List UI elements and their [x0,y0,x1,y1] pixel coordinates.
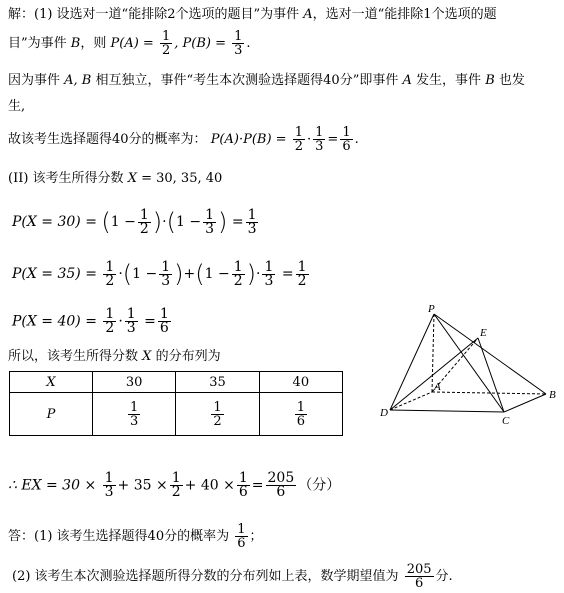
dist-lead [8,348,221,366]
intro-line-2: 目”为事件 B，则 P(A) = $\frac{1}{2}$ , P(B) = $\frac{1}{3}$ . [8,29,251,58]
eq-x35-frac-e: $\frac{1}{3}$ [264,258,274,289]
ex-frac-3: $\frac{1}{6}$ [238,470,248,500]
part2-var: X [127,171,137,186]
prob40-lead: 故该考生选择题得40分的概率为： [8,132,207,147]
label-e: E [480,327,487,339]
eq-x40-frac-1: $\frac{1}{2}$ [105,306,115,336]
dist-lead-text-2: 的分布列为 [155,349,221,364]
eq-x30-result: $\frac{1}{3}$ [247,206,257,237]
indep-text-3: 发生，事件 [416,73,482,88]
label-b: B [549,389,556,401]
table-cell-prob: $\frac{1}{6}$ [259,393,342,436]
answer-2: (2) 该考生本次测验选择题所得分数的分布列如上表，数学期望值为 $\frac{205}{6}$ 分. [12,562,453,591]
eq-x35-frac-c: $\frac{1}{2}$ [233,258,243,289]
eq-x35: P(X = 35) = $\frac{1}{2}$ ·(1 − $\frac{1}{3}$ )+(1 − $\frac{1}{2}$ )· $\frac{1}{3}$ = $\frac{1}{2}$ [12,258,307,289]
answer-2-text: (2) 该考生本次测验选择题所得分数的分布列如上表，数学期望值为 [12,569,399,584]
label-d: D [380,407,388,419]
dist-lead-var: X [142,349,152,364]
prob-a-frac: $\frac{1}{2}$ [161,29,171,58]
part2-line [8,170,222,188]
ex-frac-2: $\frac{1}{2}$ [171,470,181,500]
label-c: C [502,415,510,427]
answer-1-text: 答：(1) 该考生选择题得40分的概率为 [8,529,230,544]
intro-text-3: 目”为事件 [8,36,67,51]
distribution-table [9,371,343,436]
eq-x30: P(X = 30) = (1 − $\frac{1}{2}$ )·(1 − $\frac{1}{3}$ ) = $\frac{1}{3}$ [12,206,257,237]
answer-2-frac: $\frac{205}{6}$ [406,562,432,591]
pyramid-figure [370,300,560,430]
table-row-p [10,393,343,436]
edge-pb [434,314,546,394]
intro-text-2: ，选对一道“能排除1个选项的题 [312,7,497,22]
prob40-expr: P(A)·P(B) = [210,132,287,147]
eq-x35-frac-a: $\frac{1}{2}$ [105,258,115,289]
eq-x40-result: $\frac{1}{6}$ [159,306,169,336]
table-cell-prob: $\frac{1}{2}$ [176,393,259,436]
prob40-frac-3: $\frac{1}{6}$ [342,125,351,154]
eq-x30-lhs: P(X = 30) = [12,214,97,230]
label-a: A [434,381,441,393]
edge-ab [432,392,546,394]
event-b: B [70,36,81,51]
prob40-frac-2: $\frac{1}{3}$ [315,125,324,154]
eq-x40-frac-2: $\frac{1}{3}$ [126,306,136,336]
table-cell-value: 30 [93,372,176,393]
table-cell-value: 35 [176,372,259,393]
eq-x40: P(X = 40) = $\frac{1}{2}$ · $\frac{1}{3}$ = $\frac{1}{6}$ [12,306,169,336]
prob40-frac-1: $\frac{1}{2}$ [294,125,303,154]
table-cell-value: 40 [259,372,342,393]
dist-lead-text: 所以，该考生所得分数 [8,349,139,364]
prob40-line: 故该考生选择题得40分的概率为： P(A)·P(B) = $\frac{1}{2}$ · $\frac{1}{3}$ = $\frac{1}{6}$ . [8,125,359,154]
table-header-x: X [10,372,93,393]
edge-pd [390,314,434,410]
edge-cb [504,394,546,412]
table-header-p: P [10,393,93,436]
expectation-lhs: ∴ EX = 30 × [8,477,97,494]
indep-vars: A, B [64,73,92,88]
edge-pc [434,314,504,412]
answer-1-frac: $\frac{1}{6}$ [237,522,246,551]
indep-line-2 [8,98,25,116]
eq-x35-frac-b: $\frac{1}{3}$ [161,258,171,289]
prob-a-label: P(A) = [110,36,154,51]
ex-frac-1: $\frac{1}{3}$ [104,470,114,500]
prob-b-label: , P(B) = [174,36,226,51]
prob-b-frac: $\frac{1}{3}$ [234,29,243,58]
edge-da [390,392,432,410]
indep-text-2: 相互独立，事件“考生本次测验选择题得40分”即事件 [95,73,399,88]
expectation-line: ∴ EX = 30 × $\frac{1}{3}$ + 35 × $\frac{1}{2}$ + 40 × $\frac{1}{6}$ = $\frac{205}{6}$ （分） [8,470,341,500]
intro-text: 解：(1) 设选对一道“能排除2个选项的题目”为事件 [8,7,300,22]
indep-event-a: A [402,73,412,88]
eq-x30-frac-2: $\frac{1}{3}$ [205,206,214,237]
eq-x35-result: $\frac{1}{2}$ [297,258,307,289]
label-p: P [428,303,435,315]
indep-text: 因为事件 [8,73,61,88]
edge-dc [390,410,504,412]
part2-lead: (II) 该考生所得分数 [8,171,124,186]
edge-de [390,338,478,410]
eq-x30-frac-1: $\frac{1}{2}$ [139,206,149,237]
indep-text-5: 生, [8,99,26,114]
eq-x35-lhs: P(X = 35) = [12,266,97,282]
ex-result: $\frac{205}{6}$ [267,470,295,500]
intro-line-1 [8,6,497,24]
answer-1: 答：(1) 该考生选择题得40分的概率为 $\frac{1}{6}$ ； [8,522,263,551]
indep-text-4: 也发 [498,73,525,88]
indep-line-1 [8,72,525,90]
indep-event-b: B [485,73,495,88]
intro-text-4: ，则 [80,36,107,51]
event-a: A [303,7,313,22]
part2-values: = 30, 35, 40 [141,171,223,186]
table-cell-prob: $\frac{1}{3}$ [93,393,176,436]
edge-ec [478,338,504,412]
eq-x40-lhs: P(X = 40) = [12,313,97,330]
table-row-x [10,372,343,393]
